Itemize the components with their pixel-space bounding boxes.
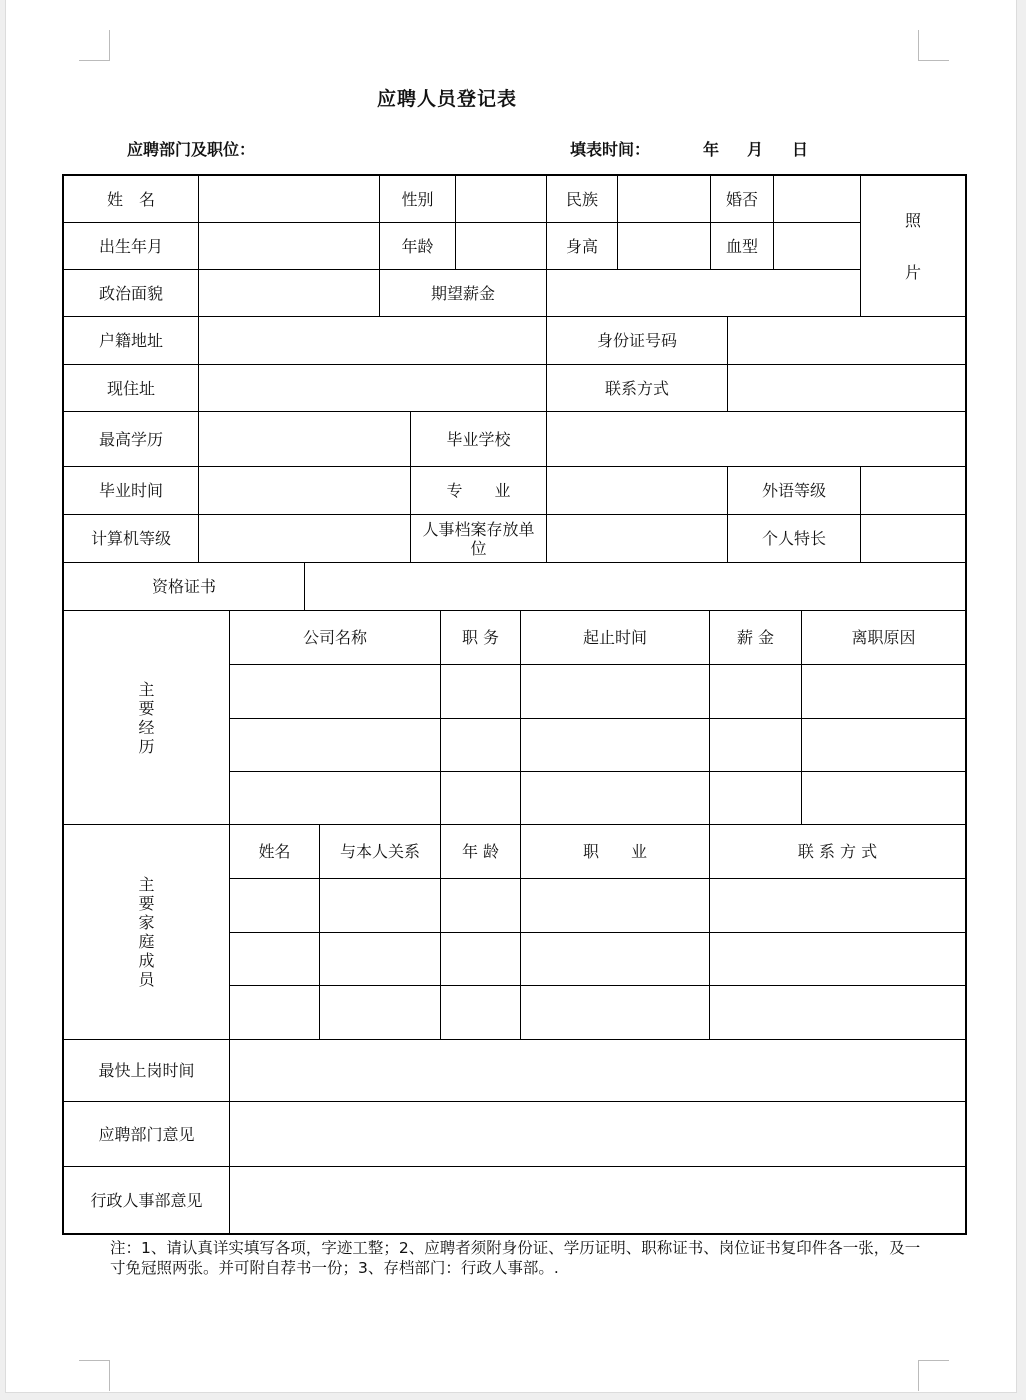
start-time-field[interactable] bbox=[230, 1040, 965, 1102]
exp-cell[interactable] bbox=[441, 719, 521, 772]
fam-cell[interactable] bbox=[320, 879, 441, 933]
day-label: 日 bbox=[792, 140, 809, 159]
specialty-field[interactable] bbox=[861, 515, 965, 563]
fam-cell[interactable] bbox=[320, 933, 441, 986]
computer-label: 计算机等级 bbox=[64, 515, 199, 563]
certificate-label: 资格证书 bbox=[64, 563, 305, 611]
exp-cell[interactable] bbox=[230, 772, 441, 825]
exp-cell[interactable] bbox=[230, 719, 441, 772]
crop-mark-bottom-right bbox=[918, 1360, 949, 1391]
footnote: 注：1、请认真详实填写各项，字迹工整；2、应聘者须附身份证、学历证明、职称证书、岗位证书复印件各一张，及一寸免冠照两张。并可附自荐书一份；3、存档部门：行政人事部。. bbox=[110, 1239, 921, 1277]
start-time-label: 最快上岗时间 bbox=[64, 1040, 230, 1102]
ethnicity-field[interactable] bbox=[618, 176, 711, 223]
date-label: 填表时间： bbox=[570, 140, 651, 159]
political-field[interactable] bbox=[199, 270, 380, 317]
gender-label: 性别 bbox=[380, 176, 456, 223]
certificate-field[interactable] bbox=[305, 563, 965, 611]
salary-label: 期望薪金 bbox=[380, 270, 547, 317]
fam-header-contact: 联 系 方 式 bbox=[710, 825, 965, 879]
exp-header-salary: 薪 金 bbox=[710, 611, 802, 665]
fam-cell[interactable] bbox=[710, 933, 965, 986]
exp-header-company: 公司名称 bbox=[230, 611, 441, 665]
school-label: 毕业学校 bbox=[411, 412, 547, 467]
crop-mark-top-left bbox=[79, 30, 110, 61]
fam-cell[interactable] bbox=[521, 933, 710, 986]
fam-cell[interactable] bbox=[320, 986, 441, 1040]
name-field[interactable] bbox=[199, 176, 380, 223]
blood-label: 血型 bbox=[711, 223, 774, 270]
exp-header-position: 职 务 bbox=[441, 611, 521, 665]
exp-cell[interactable] bbox=[710, 665, 802, 719]
exp-cell[interactable] bbox=[802, 719, 965, 772]
hr-opinion-field[interactable] bbox=[230, 1167, 965, 1233]
age-field[interactable] bbox=[456, 223, 547, 270]
exp-cell[interactable] bbox=[441, 772, 521, 825]
fam-cell[interactable] bbox=[521, 879, 710, 933]
height-label: 身高 bbox=[547, 223, 618, 270]
address-field[interactable] bbox=[199, 365, 547, 412]
blood-field[interactable] bbox=[774, 223, 861, 270]
exp-cell[interactable] bbox=[521, 719, 710, 772]
hukou-label: 户籍地址 bbox=[64, 317, 199, 365]
language-label: 外语等级 bbox=[728, 467, 861, 515]
gender-field[interactable] bbox=[456, 176, 547, 223]
archive-field[interactable] bbox=[547, 515, 728, 563]
month-label: 月 bbox=[747, 140, 764, 159]
fam-cell[interactable] bbox=[441, 986, 521, 1040]
fam-cell[interactable] bbox=[230, 933, 320, 986]
computer-field[interactable] bbox=[199, 515, 411, 563]
year-label: 年 bbox=[703, 140, 720, 159]
education-field[interactable] bbox=[199, 412, 411, 467]
archive-label: 人事档案存放单位 bbox=[411, 515, 547, 563]
hr-opinion-label: 行政人事部意见 bbox=[64, 1167, 230, 1233]
fam-cell[interactable] bbox=[710, 879, 965, 933]
exp-cell[interactable] bbox=[230, 665, 441, 719]
exp-header-period: 起止时间 bbox=[521, 611, 710, 665]
fam-cell[interactable] bbox=[230, 986, 320, 1040]
specialty-label: 个人特长 bbox=[728, 515, 861, 563]
education-label: 最高学历 bbox=[64, 412, 199, 467]
photo-label-1: 照 bbox=[904, 210, 921, 230]
form-title: 应聘人员登记表 bbox=[376, 88, 517, 110]
fam-header-age: 年 龄 bbox=[441, 825, 521, 879]
hukou-field[interactable] bbox=[199, 317, 547, 365]
grad-time-field[interactable] bbox=[199, 467, 411, 515]
experience-side-label: 主 要 经 历 bbox=[64, 611, 230, 825]
language-field[interactable] bbox=[861, 467, 965, 515]
political-label: 政治面貌 bbox=[64, 270, 199, 317]
exp-cell[interactable] bbox=[802, 665, 965, 719]
ethnicity-label: 民族 bbox=[547, 176, 618, 223]
fam-cell[interactable] bbox=[521, 986, 710, 1040]
department-label: 应聘部门及职位： bbox=[127, 140, 256, 159]
family-side-label: 主 要 家 庭 成 员 bbox=[64, 825, 230, 1040]
height-field[interactable] bbox=[618, 223, 711, 270]
crop-mark-top-right bbox=[918, 30, 949, 61]
fam-cell[interactable] bbox=[230, 879, 320, 933]
fam-header-name: 姓名 bbox=[230, 825, 320, 879]
major-label: 专 业 bbox=[411, 467, 547, 515]
exp-cell[interactable] bbox=[802, 772, 965, 825]
birth-label: 出生年月 bbox=[64, 223, 199, 270]
age-label: 年龄 bbox=[380, 223, 456, 270]
photo-label-2: 片 bbox=[904, 262, 921, 282]
contact-label: 联系方式 bbox=[547, 365, 728, 412]
exp-cell[interactable] bbox=[441, 665, 521, 719]
contact-field[interactable] bbox=[728, 365, 965, 412]
fam-cell[interactable] bbox=[441, 879, 521, 933]
exp-cell[interactable] bbox=[710, 719, 802, 772]
major-field[interactable] bbox=[547, 467, 728, 515]
dept-opinion-field[interactable] bbox=[230, 1102, 965, 1167]
fam-cell[interactable] bbox=[441, 933, 521, 986]
exp-header-reason: 离职原因 bbox=[802, 611, 965, 665]
exp-cell[interactable] bbox=[521, 665, 710, 719]
fam-header-occupation: 职 业 bbox=[521, 825, 710, 879]
name-label: 姓 名 bbox=[64, 176, 199, 223]
registration-form bbox=[62, 174, 967, 1235]
photo-box[interactable] bbox=[861, 176, 965, 317]
birth-field[interactable] bbox=[199, 223, 380, 270]
exp-cell[interactable] bbox=[710, 772, 802, 825]
id-number-field[interactable] bbox=[728, 317, 965, 365]
crop-mark-bottom-left bbox=[79, 1360, 110, 1391]
married-label: 婚否 bbox=[711, 176, 774, 223]
married-field[interactable] bbox=[774, 176, 861, 223]
address-label: 现住址 bbox=[64, 365, 199, 412]
school-field[interactable] bbox=[547, 412, 965, 467]
dept-opinion-label: 应聘部门意见 bbox=[64, 1102, 230, 1167]
grad-time-label: 毕业时间 bbox=[64, 467, 199, 515]
exp-cell[interactable] bbox=[521, 772, 710, 825]
fam-cell[interactable] bbox=[710, 986, 965, 1040]
fam-header-relation: 与本人关系 bbox=[320, 825, 441, 879]
id-number-label: 身份证号码 bbox=[547, 317, 728, 365]
salary-field[interactable] bbox=[547, 270, 861, 317]
